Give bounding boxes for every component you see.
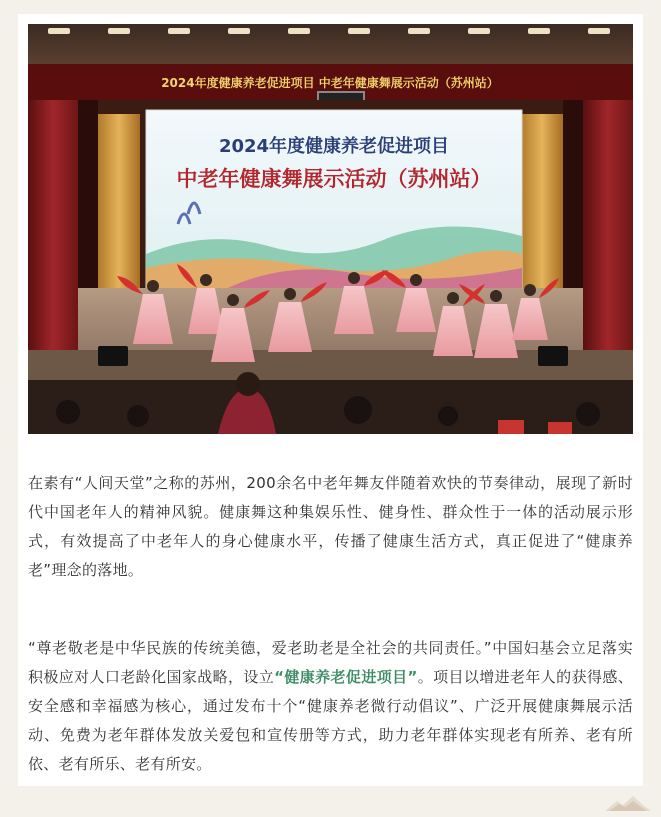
stage-scene xyxy=(28,24,633,434)
screen-subtitle: 中老年健康舞展示活动（苏州站） xyxy=(176,167,492,191)
paragraph-intro: 在素有“人间天堂”之称的苏州，200余名中老年舞友伴随着欢快的节奏律动，展现了新时代中国老年人的精神风貌。健康舞这种集娱乐性、健身性、群众性于一体的活动展示形式，有效提高了中老年人的身心健康水平，传播了健康生活方式，真正促进了“健康养老”理念的落地。 xyxy=(28,474,633,579)
paragraph-project-rest: 。项目以增进老年人的获得感、安全感和幸福感为核心，通过发布十个“健康养老微行动倡议”、广泛开展健康舞展示活动、免费为老年群体发放关爱包和宣传册等方式，助力老年群体实现老有所养、老有所依、老有所乐、老有所安。 xyxy=(28,668,634,773)
paragraph-project xyxy=(28,634,633,779)
screen-title: 2024年度健康养老促进项目 xyxy=(218,136,450,157)
banner-text: 2024年度健康养老促进项目 中老年健康舞展示活动（苏州站） xyxy=(161,76,499,90)
article-card xyxy=(18,14,643,786)
project-name-highlight: “健康养老促进项目” xyxy=(274,668,418,686)
paragraph-project-lead: “尊老敬老是中华民族的传统美德，爱老助老是全社会的共同责任。”中国妇基会立足落实积极应对人口老龄化国家战略，设立 xyxy=(28,639,633,686)
event-photo xyxy=(28,24,633,434)
mountain-decoration-icon xyxy=(605,793,651,811)
